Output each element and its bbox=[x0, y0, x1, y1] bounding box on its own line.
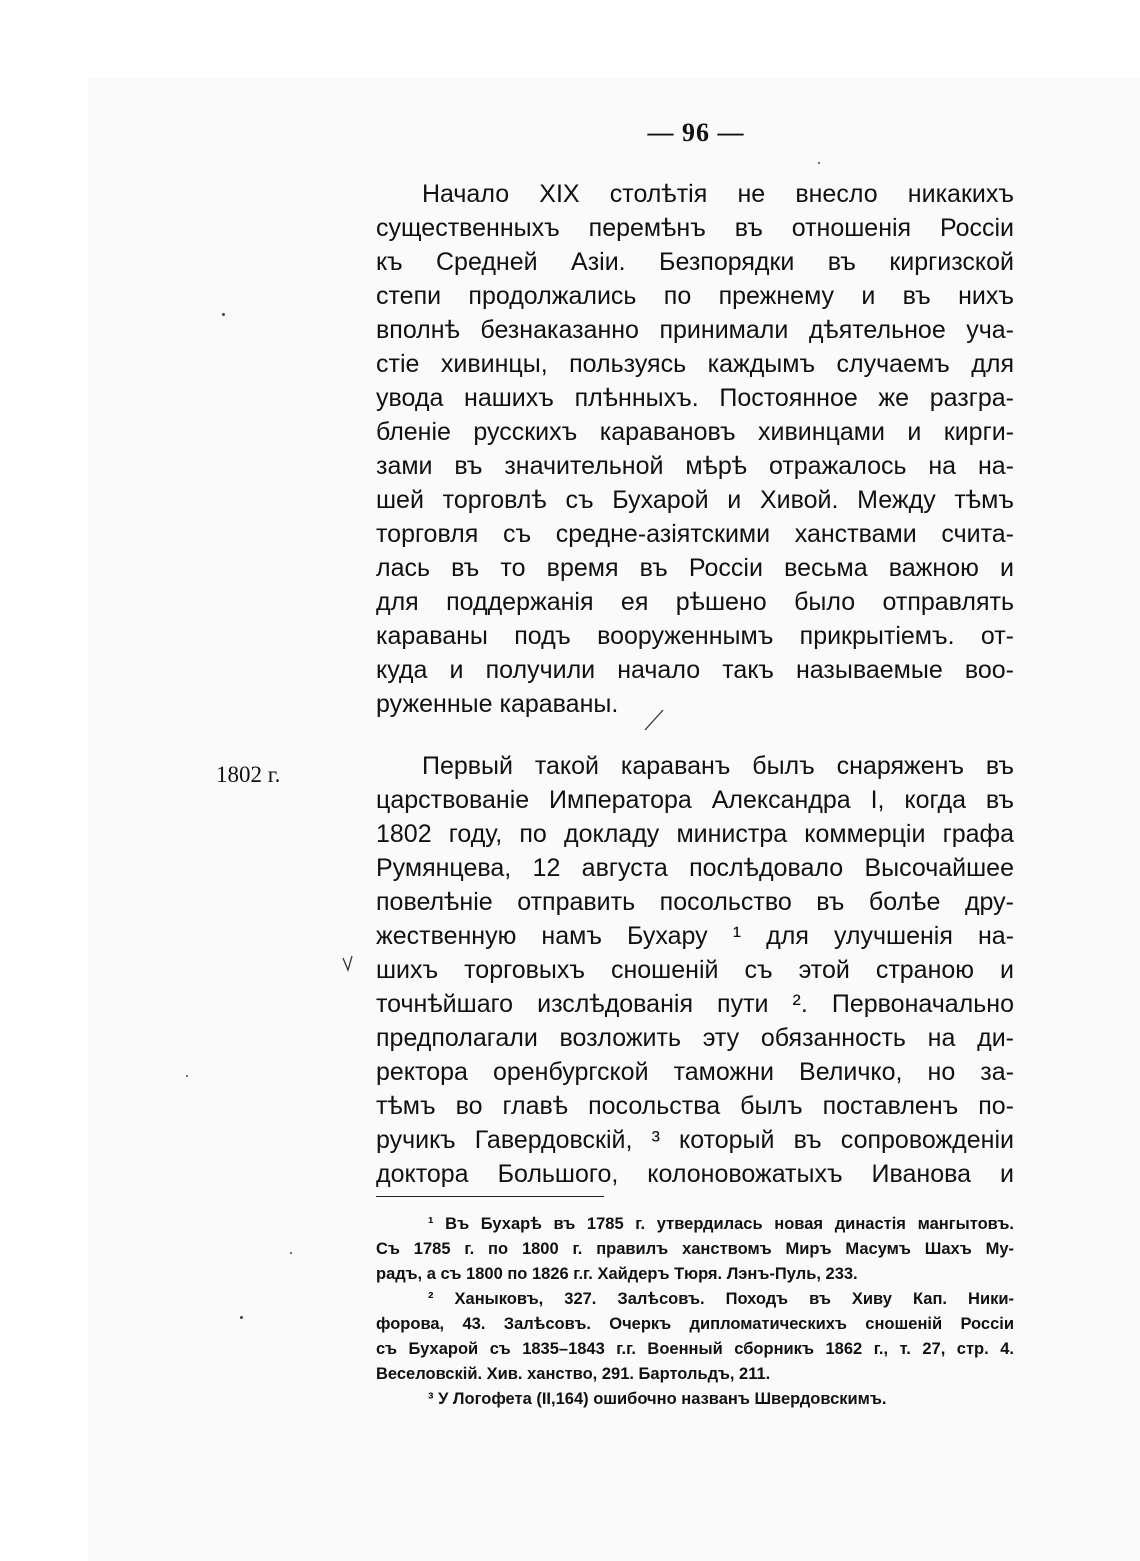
page-number: — 96 — bbox=[647, 118, 745, 147]
text-line: стіе хивинцы, пользуясь каждымъ случаемъ для bbox=[376, 350, 1014, 378]
text-line: царствованіе Императора Александра I, когда въ bbox=[376, 786, 1014, 814]
text-line: Первый такой караванъ былъ снаряженъ въ bbox=[422, 752, 1014, 780]
footnote-divider bbox=[376, 1196, 604, 1197]
text-line: бленіе русскихъ каравановъ хивинцами и кирги- bbox=[376, 418, 1014, 446]
scan-speck bbox=[290, 1252, 292, 1254]
text-line: къ Средней Азіи. Безпорядки въ киргизской bbox=[376, 248, 1014, 276]
text-line: руженные караваны. bbox=[376, 690, 619, 718]
scan-speck bbox=[222, 313, 225, 316]
text-line: 1802 году, по докладу министра коммерціи графа bbox=[376, 820, 1014, 848]
text-line: шей торговлѣ съ Бухарой и Хивой. Между тѣмъ bbox=[376, 486, 1014, 514]
text-line: Румянцева, 12 августа послѣдовало Высочайшее bbox=[376, 854, 1014, 882]
text-line: ручикъ Гавердовскій, ³ который въ сопровожденіи bbox=[376, 1126, 1014, 1154]
text-line: шихъ торговыхъ сношеній съ этой страною и bbox=[376, 956, 1014, 984]
text-line: Начало XIX столѣтія не внесло никакихъ bbox=[422, 180, 1014, 208]
text-line: куда и получили начало такъ называемые воо- bbox=[376, 656, 1014, 684]
text-line: лась въ то время въ Россіи весьма важною и bbox=[376, 554, 1014, 582]
scan-speck bbox=[818, 162, 820, 164]
text-line: точнѣйшаго изслѣдованія пути ². Первоначально bbox=[376, 990, 1014, 1018]
text-line: зами въ значительной мѣрѣ отражалось на на- bbox=[376, 452, 1014, 480]
footnote-line: Съ 1785 г. по 1800 г. правилъ ханствомъ Миръ Масумъ Шахъ Му- bbox=[376, 1240, 1014, 1258]
text-line: торговля съ средне-азіятскими ханствами счита- bbox=[376, 520, 1014, 548]
footnote-line: ² Ханыковъ, 327. Залѣсовъ. Походъ въ Хиву Кап. Ники- bbox=[428, 1290, 1014, 1308]
text-line: караваны подъ вооруженнымъ прикрытіемъ. от- bbox=[376, 622, 1014, 650]
footnote-line: радъ, а съ 1800 по 1826 г.г. Хайдеръ Тюря. Лэнъ-Пуль, 233. bbox=[376, 1265, 858, 1283]
text-line: жественную намъ Бухару ¹ для улучшенія на- bbox=[376, 922, 1014, 950]
text-line: степи продолжались по прежнему и въ нихъ bbox=[376, 282, 1014, 310]
footnote-line: Веселовскій. Хив. ханство, 291. Бартольдъ, 211. bbox=[376, 1365, 771, 1383]
pencil-slash-mark bbox=[642, 706, 666, 734]
text-line: повелѣніе отправить посольство въ болѣе дру- bbox=[376, 888, 1014, 916]
text-line: существенныхъ перемѣнъ въ отношенія Россіи bbox=[376, 214, 1014, 242]
footnote-line: ¹ Въ Бухарѣ въ 1785 г. утвердилась новая династія мангытовъ. bbox=[428, 1215, 1014, 1233]
margin-note-year: 1802 г. bbox=[216, 762, 281, 787]
text-line: ректора оренбургской таможни Величко, но за- bbox=[376, 1058, 1014, 1086]
scan-speck bbox=[186, 1075, 188, 1077]
footnote-line: форова, 43. Залѣсовъ. Очеркъ дипломатическихъ сношеній Россіи bbox=[376, 1315, 1014, 1333]
text-line: доктора Большого, колоновожатыхъ Иванова и bbox=[376, 1160, 1014, 1188]
footnote-line: ³ У Логофета (II,164) ошибочно названъ Швердовскимъ. bbox=[428, 1390, 887, 1408]
text-line: предполагали возложить эту обязанность на ди- bbox=[376, 1024, 1014, 1052]
scan-speck bbox=[240, 1316, 243, 1319]
footnote-line: съ Бухарой съ 1835–1843 г.г. Военный сборникъ 1862 г., т. 27, стр. 4. bbox=[376, 1340, 1014, 1358]
text-line: тѣмъ во главѣ посольства былъ поставленъ по- bbox=[376, 1092, 1014, 1120]
pencil-check-mark bbox=[338, 952, 358, 976]
text-line: для поддержанія ея рѣшено было отправлять bbox=[376, 588, 1014, 616]
text-line: вполнѣ безнаказанно принимали дѣятельное уча- bbox=[376, 316, 1014, 344]
text-line: увода нашихъ плѣнныхъ. Постоянное же разгра- bbox=[376, 384, 1014, 412]
